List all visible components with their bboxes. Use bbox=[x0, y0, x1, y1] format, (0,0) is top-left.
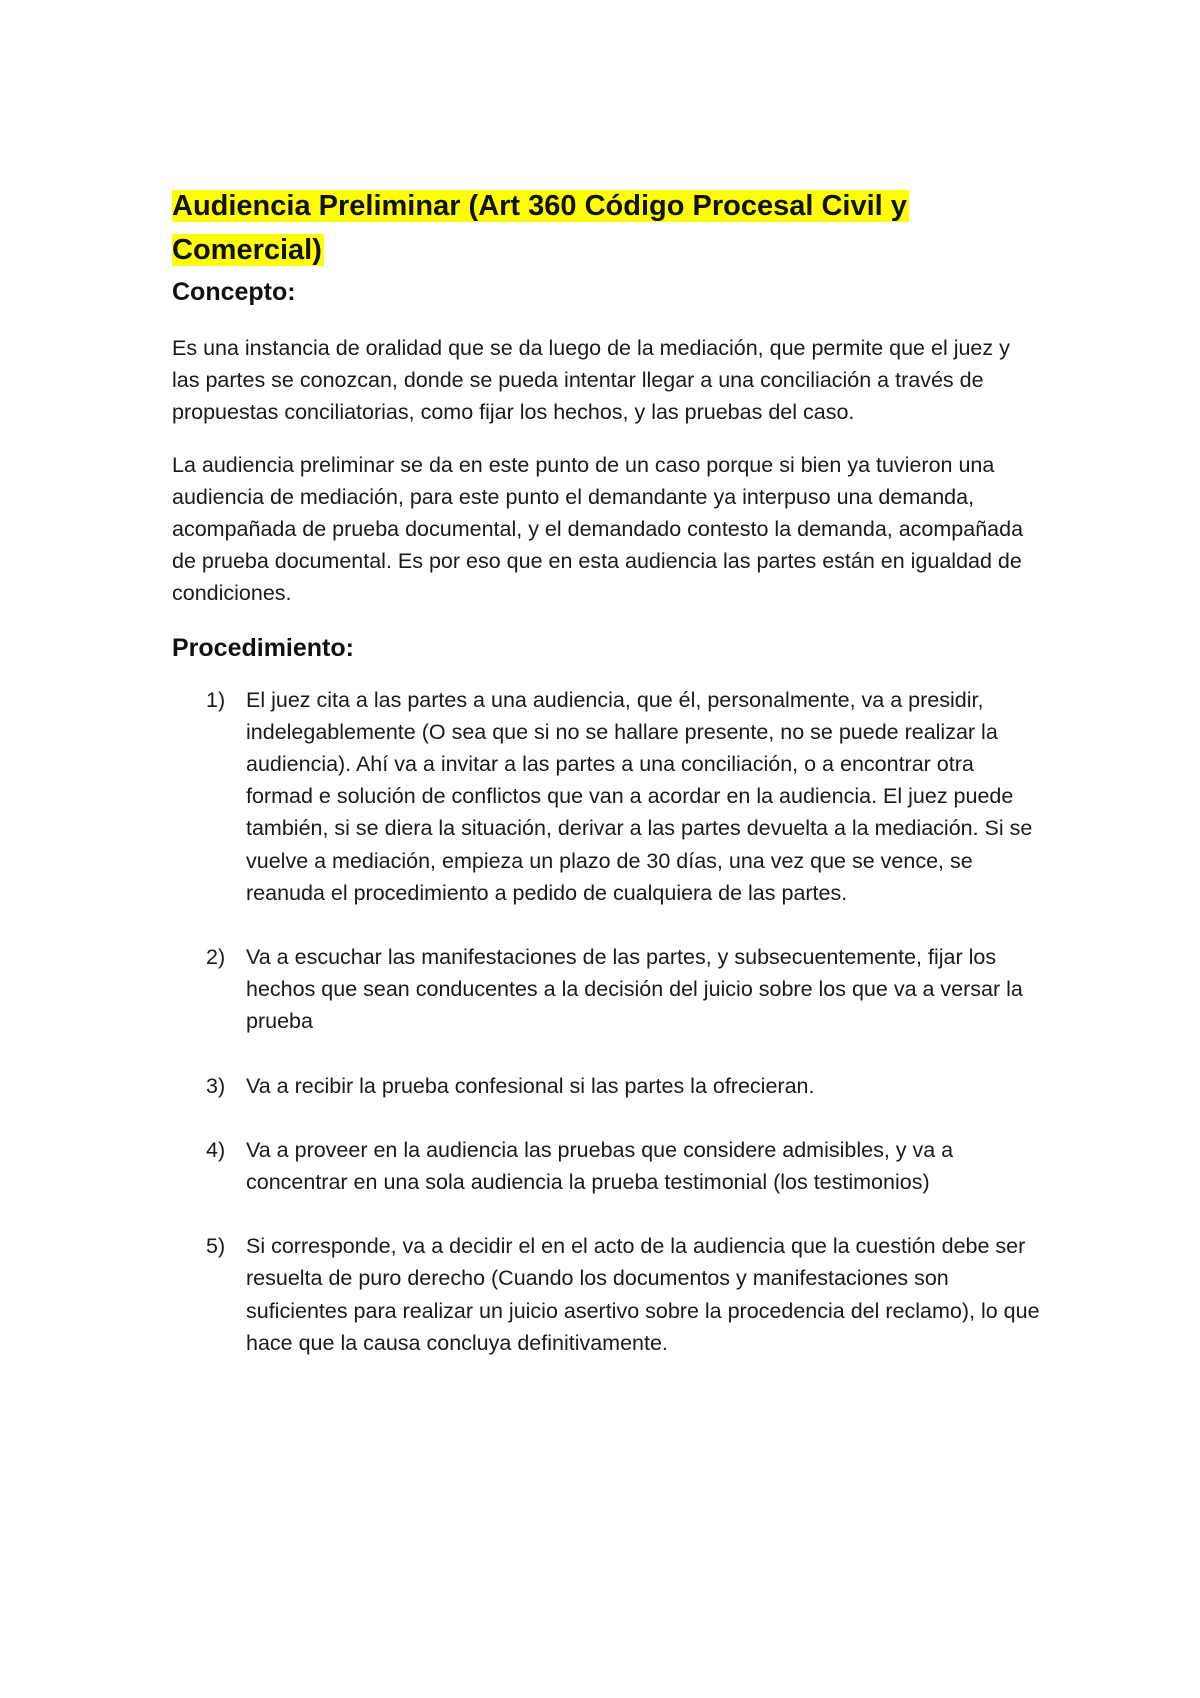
title-highlight: Audiencia Preliminar (Art 360 Código Procesal Civil y Comercial) bbox=[172, 190, 907, 266]
procedimiento-list bbox=[172, 684, 1042, 1359]
document-title bbox=[172, 184, 1042, 272]
list-item-text: Va a recibir la prueba confesional si las partes la ofrecieran. bbox=[246, 1073, 815, 1098]
list-item bbox=[172, 1070, 1042, 1102]
list-item bbox=[172, 941, 1042, 1038]
list-item-number: 4) bbox=[206, 1137, 226, 1162]
list-item-number: 1) bbox=[206, 687, 226, 712]
list-item bbox=[172, 684, 1042, 909]
document-body bbox=[172, 184, 1042, 1391]
concepto-paragraph-2: La audiencia preliminar se da en este punto de un caso porque si bien ya tuvieron una audiencia de mediación, para este punto el demandante ya interpuso una demanda, acompañada de prueba documental, y el demandado contesto la demanda, acompañada de prueba documental. Es por eso que en esta audiencia las partes están en igualdad de condiciones. bbox=[172, 452, 1024, 606]
concepto-paragraph-1: Es una instancia de oralidad que se da luego de la mediación, que permite que el juez y las partes se conozcan, donde se pueda intentar llegar a una conciliación a través de propuestas conciliatorias, como fijar los hechos, y las pruebas del caso. bbox=[172, 336, 1010, 425]
list-item-text: Va a escuchar las manifestaciones de las partes, y subsecuentemente, fijar los hechos que sean conducentes a la decisión del juicio sobre los que va a versar la prueba bbox=[246, 945, 1023, 1034]
list-item-number: 3) bbox=[206, 1073, 226, 1098]
list-item-text: Va a proveer en la audiencia las pruebas que considere admisibles, y va a concentrar en una sola audiencia la prueba testimonial (los testimonios) bbox=[246, 1137, 954, 1195]
list-item-text: El juez cita a las partes a una audiencia, que él, personalmente, va a presidir, indelegablemente (O sea que si no se hallare presente, no se puede realizar la audiencia). Ahí va a invitar a las partes a una conciliación, o a encontrar otra formad e solución de conflictos que van a acordar en la audiencia. El juez puede también, si se diera la situación, derivar a las partes devuelta a la mediación. Si se vuelve a mediación, empieza un plazo de 30 días, una vez que se vence, se reanuda el procedimiento a pedido de cualquiera de las partes. bbox=[246, 687, 1033, 905]
list-item-number: 5) bbox=[206, 1234, 226, 1259]
procedimiento-heading: Procedimiento: bbox=[172, 633, 354, 662]
list-item-text: Si corresponde, va a decidir el en el acto de la audiencia que la cuestión debe ser resuelta de puro derecho (Cuando los documentos y manifestaciones son suficientes para realizar un juicio asertivo sobre la procedencia del reclamo), lo que hace que la causa concluya definitivamente. bbox=[246, 1234, 1040, 1355]
concepto-heading: Concepto: bbox=[172, 278, 296, 306]
list-item-number: 2) bbox=[206, 945, 226, 970]
list-item bbox=[172, 1134, 1042, 1198]
list-item bbox=[172, 1230, 1042, 1359]
